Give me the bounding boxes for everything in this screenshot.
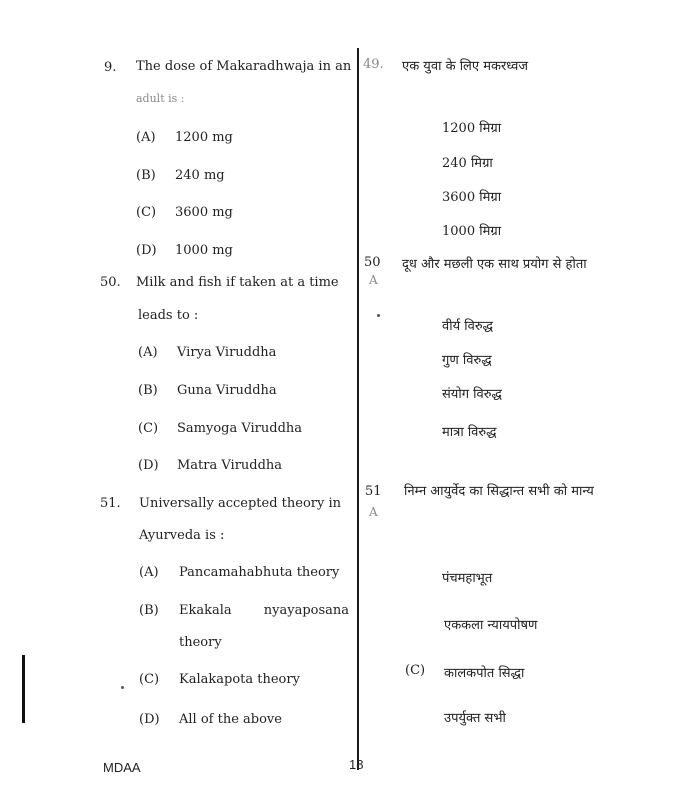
q51-number: 51. [100, 496, 121, 511]
q51-option-b-text2: theory [179, 635, 222, 650]
q50-hi-option-d: मात्रा विरुद्ध [442, 425, 497, 440]
q49-option-b-text: 240 mg [175, 168, 225, 183]
q50-hi-option-b: गुण विरुद्ध [442, 353, 492, 368]
column-divider [357, 48, 359, 770]
q51-option-d-label: (D) [139, 712, 160, 727]
q49-hi-stem: एक युवा के लिए मकरध्वज [402, 59, 529, 74]
q51-hi-number: 51 [365, 484, 382, 499]
q49-number: 9. [104, 60, 117, 75]
q51-hi-mark: A [369, 505, 378, 519]
q51-hi-option-c-label: (C) [405, 663, 426, 678]
scan-margin-bar [22, 655, 25, 723]
scan-speck [121, 686, 124, 689]
q49-hi-option-c: 3600 मिग्रा [442, 190, 502, 205]
q50-option-d-label: (D) [138, 458, 159, 473]
q51-option-d-text: All of the above [179, 712, 282, 727]
q50-hi-number: 50 [364, 255, 381, 270]
q50-option-a-text: Virya Viruddha [177, 345, 277, 360]
q49-option-d-label: (D) [136, 243, 157, 258]
q49-option-d-text: 1000 mg [175, 243, 233, 258]
q50-hi-stem: दूध और मछली एक साथ प्रयोग से होता [402, 257, 587, 272]
q49-option-b-label: (B) [136, 168, 156, 183]
q50-hi-option-a: वीर्य विरुद्ध [442, 319, 494, 334]
q51-stem-line2: Ayurveda is : [139, 528, 225, 543]
q50-stem-line1: Milk and fish if taken at a time [136, 275, 339, 290]
q51-hi-option-b: एककला न्यायपोषण [444, 618, 538, 633]
q51-hi-option-c: कालकपोत सिद्धा [444, 666, 525, 681]
q49-option-a-text: 1200 mg [175, 130, 233, 145]
q51-hi-option-a: पंचमहाभूत [442, 571, 493, 586]
q51-option-b-text: Ekakala nyayaposana [179, 603, 350, 618]
q51-hi-stem: निम्न आयुर्वेद का सिद्धान्त सभी को मान्य [404, 484, 594, 499]
q49-hi-number: 49. [363, 57, 384, 72]
q51-stem-line1: Universally accepted theory in [139, 496, 341, 511]
q50-option-a-label: (A) [138, 345, 158, 360]
q51-option-b-label: (B) [139, 603, 159, 618]
scan-speck [377, 314, 380, 317]
q49-option-c-label: (C) [136, 205, 157, 220]
q51-option-a-label: (A) [139, 565, 159, 580]
q51-option-c-text: Kalakapota theory [179, 672, 300, 687]
q50-hi-mark: A [369, 273, 378, 287]
q50-stem-line2: leads to : [138, 308, 199, 323]
page-number: 18 [349, 757, 364, 772]
q51-option-c-label: (C) [139, 672, 160, 687]
q50-option-c-text: Samyoga Viruddha [177, 421, 303, 436]
q49-option-a-label: (A) [136, 130, 156, 145]
q49-hi-option-a: 1200 मिग्रा [442, 121, 502, 136]
q51-hi-option-d: उपर्युक्त सभी [444, 711, 506, 726]
q50-number: 50. [100, 275, 121, 290]
q49-hi-option-b: 240 मिग्रा [442, 156, 493, 171]
q49-option-c-text: 3600 mg [175, 205, 233, 220]
q49-stem-line2: adult is : [136, 92, 185, 105]
q50-option-d-text: Matra Viruddha [177, 458, 283, 473]
q50-option-b-text: Guna Viruddha [177, 383, 277, 398]
q49-hi-option-d: 1000 मिग्रा [442, 224, 502, 239]
q50-option-c-label: (C) [138, 421, 159, 436]
q50-hi-option-c: संयोग विरुद्ध [442, 387, 502, 402]
q50-option-b-label: (B) [138, 383, 158, 398]
q49-stem-line1: The dose of Makaradhwaja in an [136, 59, 352, 74]
exam-code: MDAA [103, 760, 141, 775]
q51-option-a-text: Pancamahabhuta theory [179, 565, 340, 580]
